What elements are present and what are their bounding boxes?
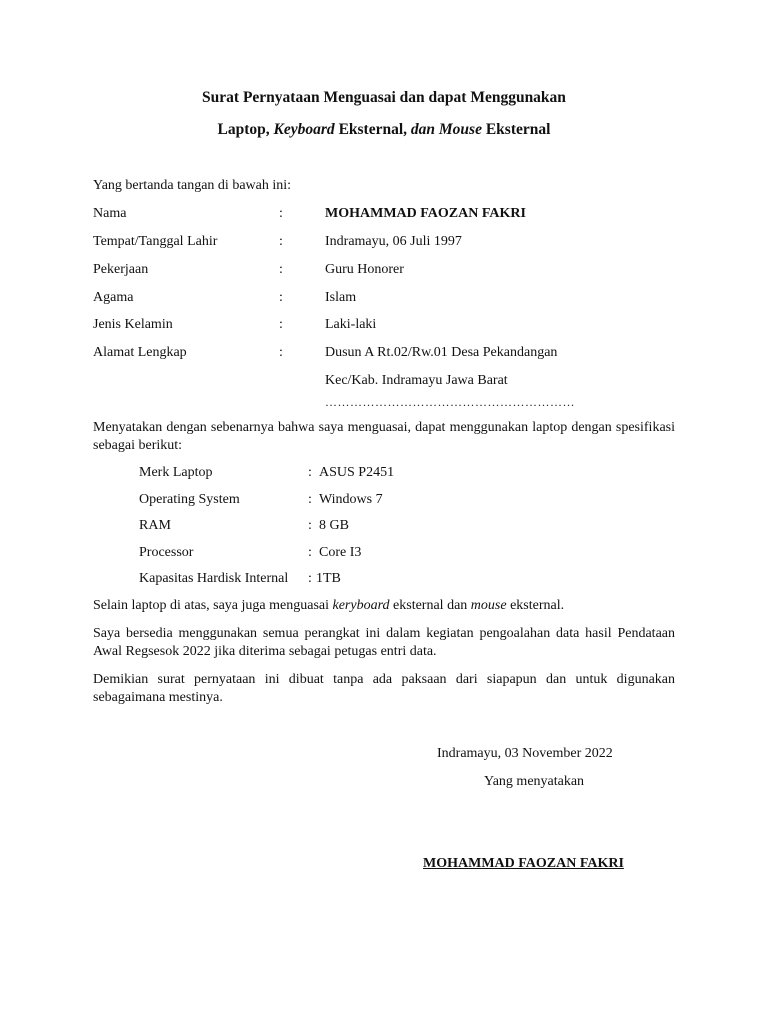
statement-paragraph: Menyatakan dengan sebenarnya bahwa saya menguasai, dapat menggunakan laptop dengan spesifikasi sebagai berikut: (93, 420, 675, 453)
colon: : (279, 345, 283, 360)
yang-menyatakan: Yang menyatakan (484, 774, 585, 789)
identity-label: Jenis Kelamin (93, 317, 173, 332)
colon: : (279, 234, 283, 249)
demikian-paragraph: Demikian surat pernyataan ini dibuat tanpa ada paksaan dari siapapun dan untuk digunakan sebagaimana mestinya. (93, 672, 675, 705)
identity-value: MOHAMMAD FAOZAN FAKRI (325, 206, 526, 221)
selain-paragraph: Selain laptop di atas, saya juga menguasai keryboard eksternal dan mouse eksternal. (93, 598, 565, 613)
dotted-line: …………………………………………………… (325, 395, 575, 409)
title-line-2: Laptop, Keyboard Eksternal, dan Mouse Eksternal (217, 121, 551, 138)
colon: : (308, 571, 312, 586)
signer-name: MOHAMMAD FAOZAN FAKRI (423, 856, 624, 871)
intro-text: Yang bertanda tangan di bawah ini: (93, 178, 292, 193)
spec-value: ASUS P2451 (319, 465, 395, 480)
colon: : (279, 206, 283, 221)
title-line-1: Surat Pernyataan Menguasai dan dapat Menggunakan (202, 89, 566, 106)
identity-label: Alamat Lengkap (93, 345, 187, 360)
spec-label: Operating System (139, 492, 240, 507)
identity-value: Indramayu, 06 Juli 1997 (325, 234, 462, 249)
place-date: Indramayu, 03 November 2022 (437, 746, 613, 761)
colon: : (279, 290, 283, 305)
spec-label: Kapasitas Hardisk Internal (139, 571, 289, 586)
colon: : (279, 317, 283, 332)
spec-value: Windows 7 (319, 492, 383, 507)
identity-value: Islam (325, 290, 357, 305)
address-line-2: Kec/Kab. Indramayu Jawa Barat (325, 373, 508, 388)
identity-label: Tempat/Tanggal Lahir (93, 234, 218, 249)
spec-label: Merk Laptop (139, 465, 213, 480)
identity-value: Laki-laki (325, 317, 377, 332)
identity-label: Nama (93, 206, 127, 221)
identity-label: Agama (93, 290, 134, 305)
identity-value: Dusun A Rt.02/Rw.01 Desa Pekandangan (325, 345, 558, 360)
bersedia-paragraph: Saya bersedia menggunakan semua perangkat ini dalam kegiatan pengoalahan data hasil Pendataan Awal Regsesok 2022 jika diterima sebagai petugas entri data. (93, 626, 675, 659)
spec-value: 1TB (316, 571, 341, 586)
identity-value: Guru Honorer (325, 262, 404, 277)
colon: : (308, 545, 312, 560)
colon: : (308, 465, 312, 480)
colon: : (308, 518, 312, 533)
spec-value: Core I3 (319, 545, 362, 560)
spec-label: RAM (139, 518, 171, 533)
identity-label: Pekerjaan (93, 262, 149, 277)
colon: : (279, 262, 283, 277)
spec-label: Processor (139, 545, 194, 560)
colon: : (308, 492, 312, 507)
spec-value: 8 GB (319, 518, 349, 533)
